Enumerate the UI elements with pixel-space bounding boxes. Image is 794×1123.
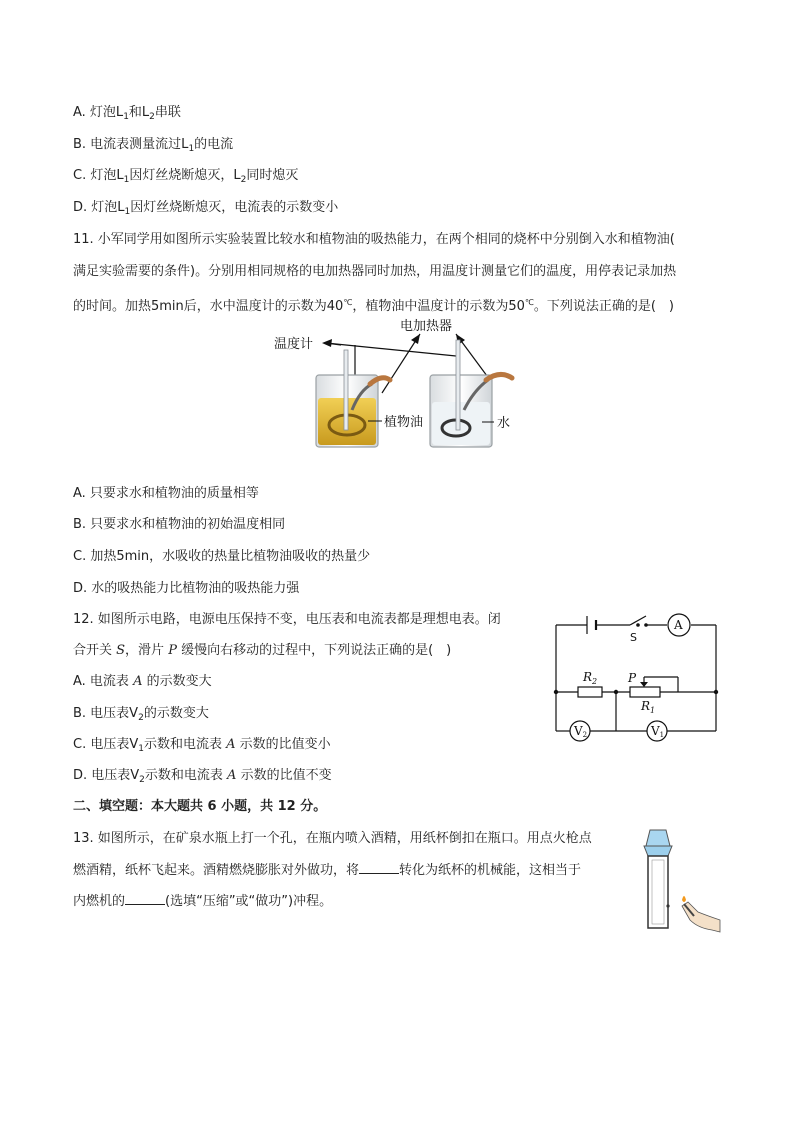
q11-beaker-figure: [260, 310, 530, 455]
thermometer-arrowhead: [322, 339, 332, 347]
q13-stem-line-1: 13. 如图所示，在矿泉水瓶上打一个孔，在瓶内喷入酒精，用纸杯倒扣在瓶口。用点火枪点: [73, 831, 592, 846]
ammeter-label: A: [674, 618, 683, 632]
r2-label: $R_2$: [583, 670, 598, 686]
q11-option-b: B. 只要求水和植物油的初始温度相同: [73, 517, 286, 532]
water-thermometer: [456, 340, 460, 430]
v2-label: V2: [574, 724, 588, 739]
q10-option-d: D. 灯泡$L_1$因灯丝烧断熄灭，电流表的示数变小: [73, 200, 339, 217]
q12-stem-line-1: 12. 如图所示电路，电源电压保持不变，电压表和电流表都是理想电表。闭: [73, 612, 501, 627]
oil-label: 植物油: [384, 415, 424, 430]
q11-option-d: D. 水的吸热能力比植物油的吸热能力强: [73, 581, 300, 596]
heater-arrow-left: [382, 334, 420, 393]
oil-thermometer: [344, 350, 348, 430]
flame-icon: [682, 896, 686, 902]
q12-option-a: A. 电流表 A 的示数变大: [73, 674, 212, 689]
q13-stem-line-3: 内燃机的 (选填“压缩”或“做功”)冲程。: [73, 894, 333, 909]
answer-blank-2[interactable]: [125, 892, 165, 905]
thermometer-label: 温度计: [274, 337, 314, 352]
q12-stem-line-2: 合开关 S，滑片 P 缓慢向右移动的过程中，下列说法正确的是( ): [73, 643, 452, 658]
section-2-heading: 二、填空题：本大题共 6 小题，共 12 分。: [73, 799, 327, 814]
q13-stem-line-2: 燃酒精，纸杯飞起来。酒精燃烧膨胀对外做功，将 转化为纸杯的机械能，这相当于: [73, 863, 582, 878]
rheostat-r1: [630, 687, 660, 697]
q10-option-b: B. 电流表测量流过$L_1$的电流: [73, 137, 234, 154]
q12-option-c: C. 电压表$V_1$示数和电流表 A 示数的比值变小: [73, 737, 331, 754]
resistor-r2: [578, 687, 602, 697]
r1-label: $R_1$: [641, 699, 656, 715]
q11-stem-line-2: 满足实验需要的条件)。分别用相同规格的电加热器同时加热，用温度计测量它们的温度，用停表记录加热: [73, 264, 677, 279]
heater-label: 电加热器: [400, 319, 453, 334]
hand-with-igniter: [682, 902, 720, 932]
q12-circuit-diagram: [550, 605, 725, 750]
switch-label: S: [630, 631, 637, 644]
slider-label: P: [628, 671, 637, 685]
slider-arrow: [640, 682, 648, 687]
water: [432, 402, 490, 445]
q10-option-c: C. 灯泡$L_1$因灯丝烧断熄灭，$L_2$同时熄灭: [73, 168, 299, 185]
q13-bottle-figure: [638, 828, 724, 934]
water-label: 水: [497, 416, 511, 431]
v1-label: V1: [651, 724, 665, 739]
bottle-hole: [666, 904, 669, 907]
paper-cup: [646, 830, 670, 846]
q12-option-d: D. 电压表$V_2$示数和电流表 A 示数的比值不变: [73, 768, 332, 785]
water-heater: [486, 374, 512, 380]
q12-option-b: B. 电压表$V_2$的示数变大: [73, 706, 209, 723]
q11-option-c: C. 加热5min，水吸收的热量比植物油吸收的热量少: [73, 549, 371, 564]
answer-blank-1[interactable]: [359, 861, 399, 874]
q11-option-a: A. 只要求水和植物油的质量相等: [73, 486, 259, 501]
q10-option-a: A. 灯泡$L_1$和$L_2$串联: [73, 105, 181, 122]
q11-stem-line-1: 11. 小军同学用如图所示实验装置比较水和植物油的吸热能力，在两个相同的烧杯中分别倒入水和植物油(: [73, 232, 675, 247]
q11-stem-line-3: 的时间。加热5min后，水中温度计的示数为40℃，植物油中温度计的示数为50℃。下列说法正确的是( ): [73, 298, 674, 314]
